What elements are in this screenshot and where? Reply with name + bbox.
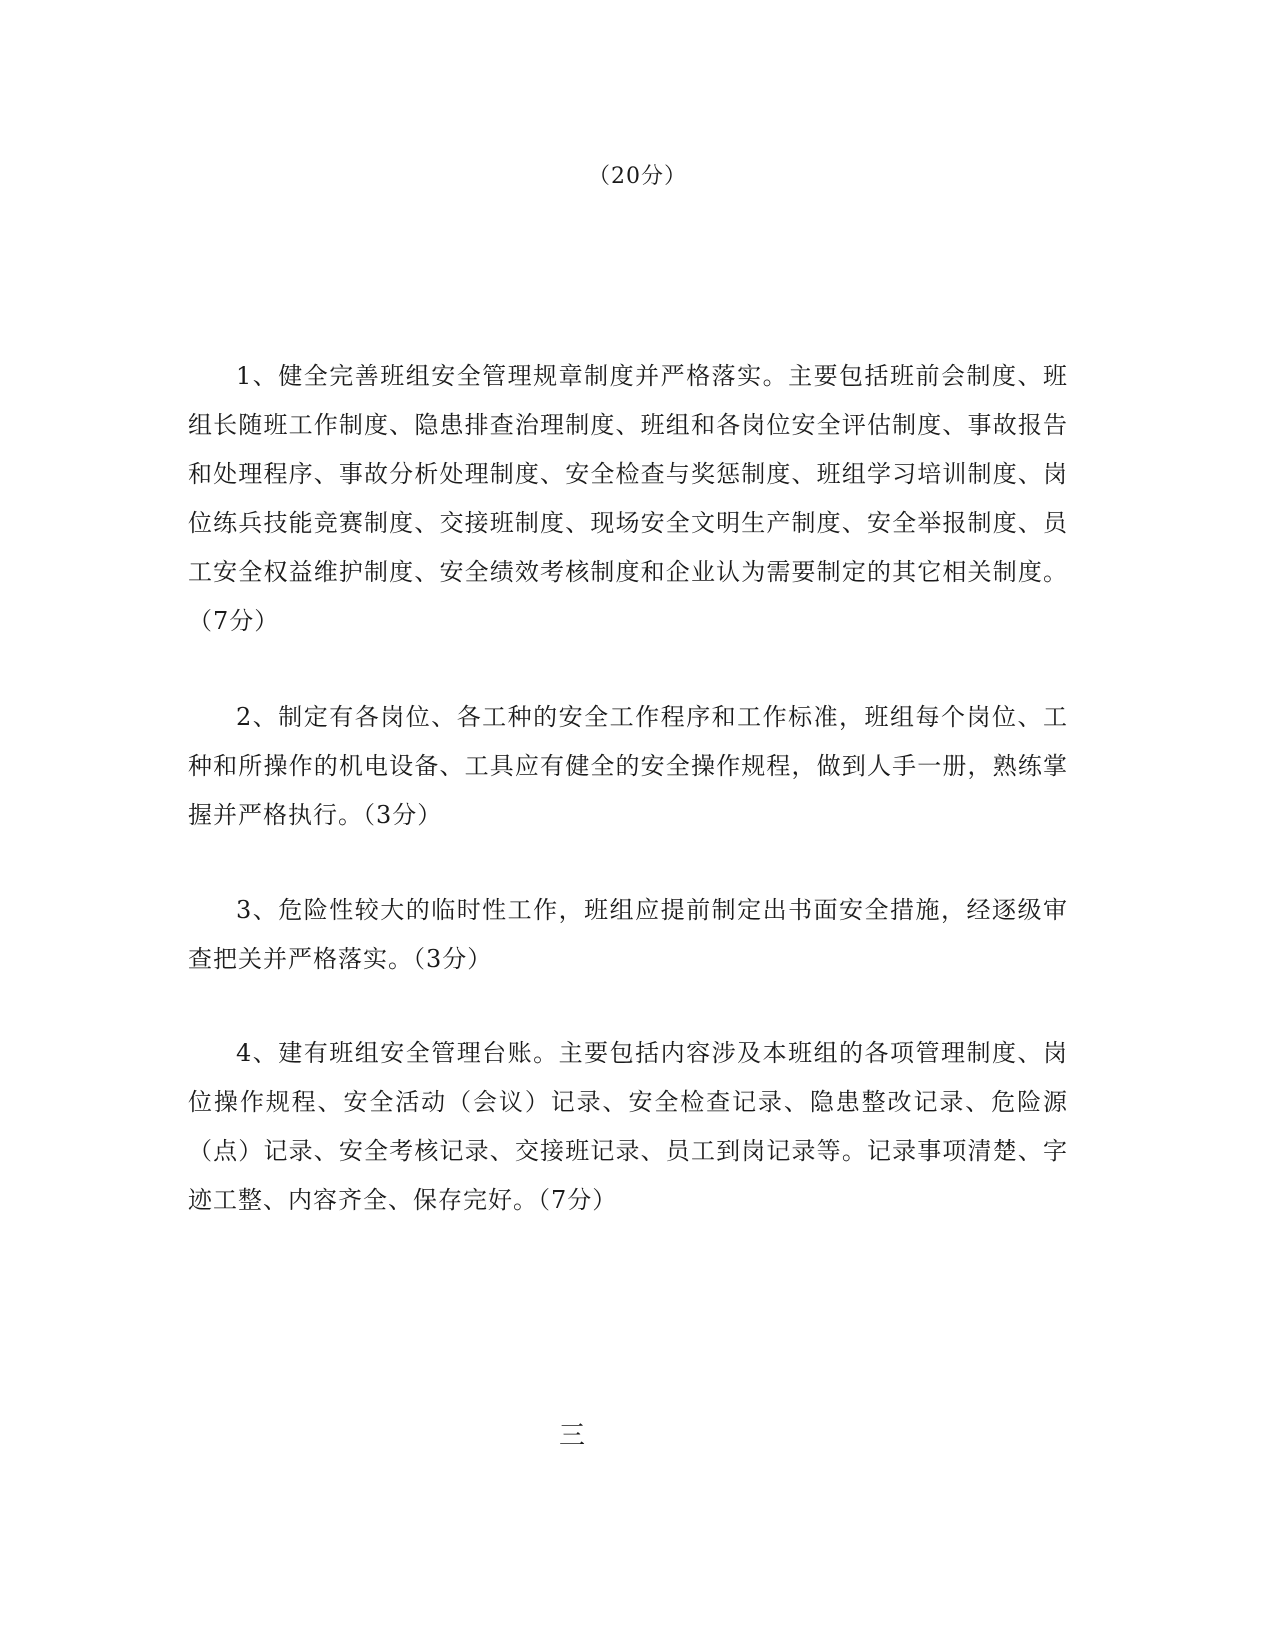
paragraph-item-2: 2、制定有各岗位、各工种的安全工作程序和工作标准，班组每个岗位、工种和所操作的机电设备、工具应有健全的安全操作规程，做到人手一册，熟练掌握并严格执行。（3分）	[188, 703, 1068, 829]
paragraph-item-1: 1、健全完善班组安全管理规章制度并严格落实。主要包括班前会制度、班组长随班工作制度、隐患排查治理制度、班组和各岗位安全评估制度、事故报告和处理程序、事故分析处理制度、安全检查与奖惩制度、班组学习培训制度、岗位练兵技能竞赛制度、交接班制度、现场安全文明生产制度、安全举报制度、员工安全权益维护制度、安全绩效考核制度和企业认为需要制定的其它相关制度。（7分）	[188, 362, 1068, 635]
page-number-marker: 三	[558, 1421, 585, 1451]
paragraph-item-4: 4、建有班组安全管理台账。主要包括内容涉及本班组的各项管理制度、岗位操作规程、安全活动（会议）记录、安全检查记录、隐患整改记录、危险源（点）记录、安全考核记录、交接班记录、员工到岗记录等。记录事项清楚、字迹工整、内容齐全、保存完好。（7分）	[188, 1039, 1068, 1214]
paragraph-item-3: 3、危险性较大的临时性工作，班组应提前制定出书面安全措施，经逐级审查把关并严格落实。（3分）	[188, 896, 1068, 973]
section-score-heading: （20分）	[588, 164, 687, 189]
